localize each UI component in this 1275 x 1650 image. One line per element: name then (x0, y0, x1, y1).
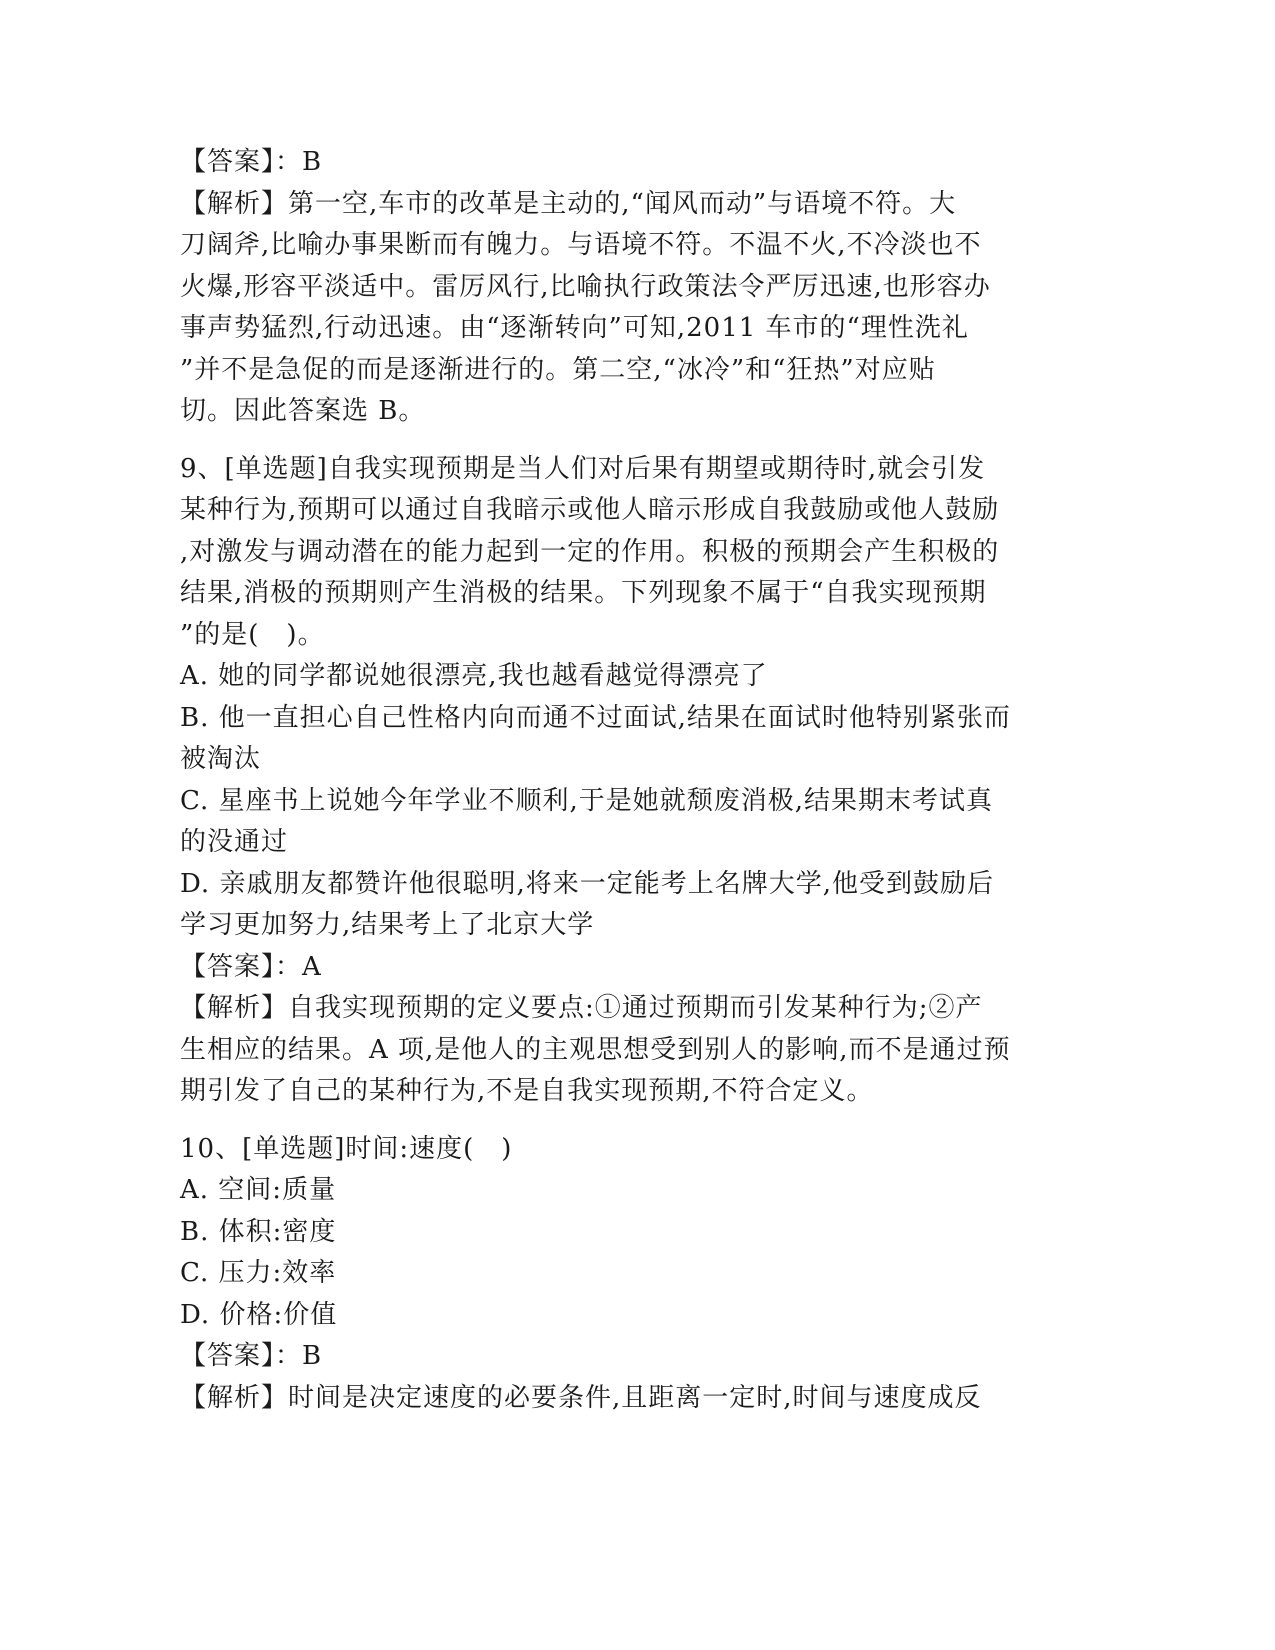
q10-stem (180, 1129, 1040, 1171)
option-b: B. 体积:密度 (180, 1216, 337, 1247)
option-c-cont: 的没通过 (180, 827, 289, 857)
stem-line: 结果,消极的预期则产生消极的结果。下列现象不属于“自我实现预期 (180, 578, 987, 608)
analysis-line: 【解析】第一空,车市的改革是主动的,“闻风而动”与语境不符。大 (180, 188, 957, 219)
stem-line: 某种行为,预期可以通过自我暗示或他人暗示形成自我鼓励或他人鼓励 (180, 495, 1000, 525)
q10-answer: 【答案】：B (180, 1341, 323, 1371)
stem-line: ,对激发与调动潜在的能力起到一定的作用。积极的预期会产生积极的 (180, 536, 1000, 567)
analysis-line: 刀阔斧,比喻办事果断而有魄力。与语境不符。不温不火,不冷淡也不 (180, 230, 982, 260)
q10-options (180, 1170, 1040, 1336)
option-a: A. 空间:质量 (180, 1175, 337, 1205)
option-b: B. 他一直担心自己性格内向而通不过面试,结果在面试时他特别紧张而 (180, 702, 1011, 733)
q10-analysis (180, 1378, 1040, 1420)
option-a: A. 她的同学都说她很漂亮,我也越看越觉得漂亮了 (180, 661, 768, 691)
stem-line: 10、[单选题]时间:速度( ) (180, 1133, 513, 1164)
option-b-cont: 被淘汰 (180, 744, 262, 774)
option-c: C. 星座书上说她今年学业不顺利,于是她就颓废消极,结果期末考试真 (180, 785, 994, 816)
analysis-line: 期引发了自己的某种行为,不是自我实现预期,不符合定义。 (180, 1076, 874, 1106)
option-d: D. 价格:价值 (180, 1299, 338, 1330)
q8-answer: 【答案】：B (180, 147, 323, 177)
analysis-line: 火爆,形容平淡适中。雷厉风行,比喻执行政策法令严厉迅速,也形容办 (180, 271, 991, 302)
q9-answer: 【答案】：A (180, 951, 322, 982)
analysis-line: 切。因此答案选 B。 (180, 396, 426, 426)
option-d-cont: 学习更加努力,结果考上了北京大学 (180, 910, 595, 940)
analysis-line: 【解析】时间是决定速度的必要条件,且距离一定时,时间与速度成反 (180, 1382, 982, 1413)
q9-options (180, 656, 1040, 947)
analysis-line: 【解析】自我实现预期的定义要点:①通过预期而引发某种行为;②产 (180, 993, 983, 1023)
option-c: C. 压力:效率 (180, 1258, 337, 1288)
stem-line: 9、[单选题]自我实现预期是当人们对后果有期望或期待时,就会引发 (180, 453, 986, 484)
document-page (180, 142, 1040, 1419)
analysis-line: ”并不是急促的而是逐渐进行的。第二空,“冰冷”和“狂热”对应贴 (180, 354, 936, 385)
q9-stem (180, 449, 1040, 657)
analysis-line: 事声势猛烈,行动迅速。由“逐渐转向”可知,2011 车市的“理性洗礼 (180, 313, 969, 343)
q8-analysis (180, 184, 1040, 433)
q9-analysis (180, 988, 1040, 1113)
analysis-line: 生相应的结果。A 项,是他人的主观思想受到别人的影响,而不是通过预 (180, 1034, 1011, 1065)
option-d: D. 亲戚朋友都赞许他很聪明,将来一定能考上名牌大学,他受到鼓励后 (180, 868, 994, 899)
stem-line: ”的是( )。 (180, 619, 325, 650)
